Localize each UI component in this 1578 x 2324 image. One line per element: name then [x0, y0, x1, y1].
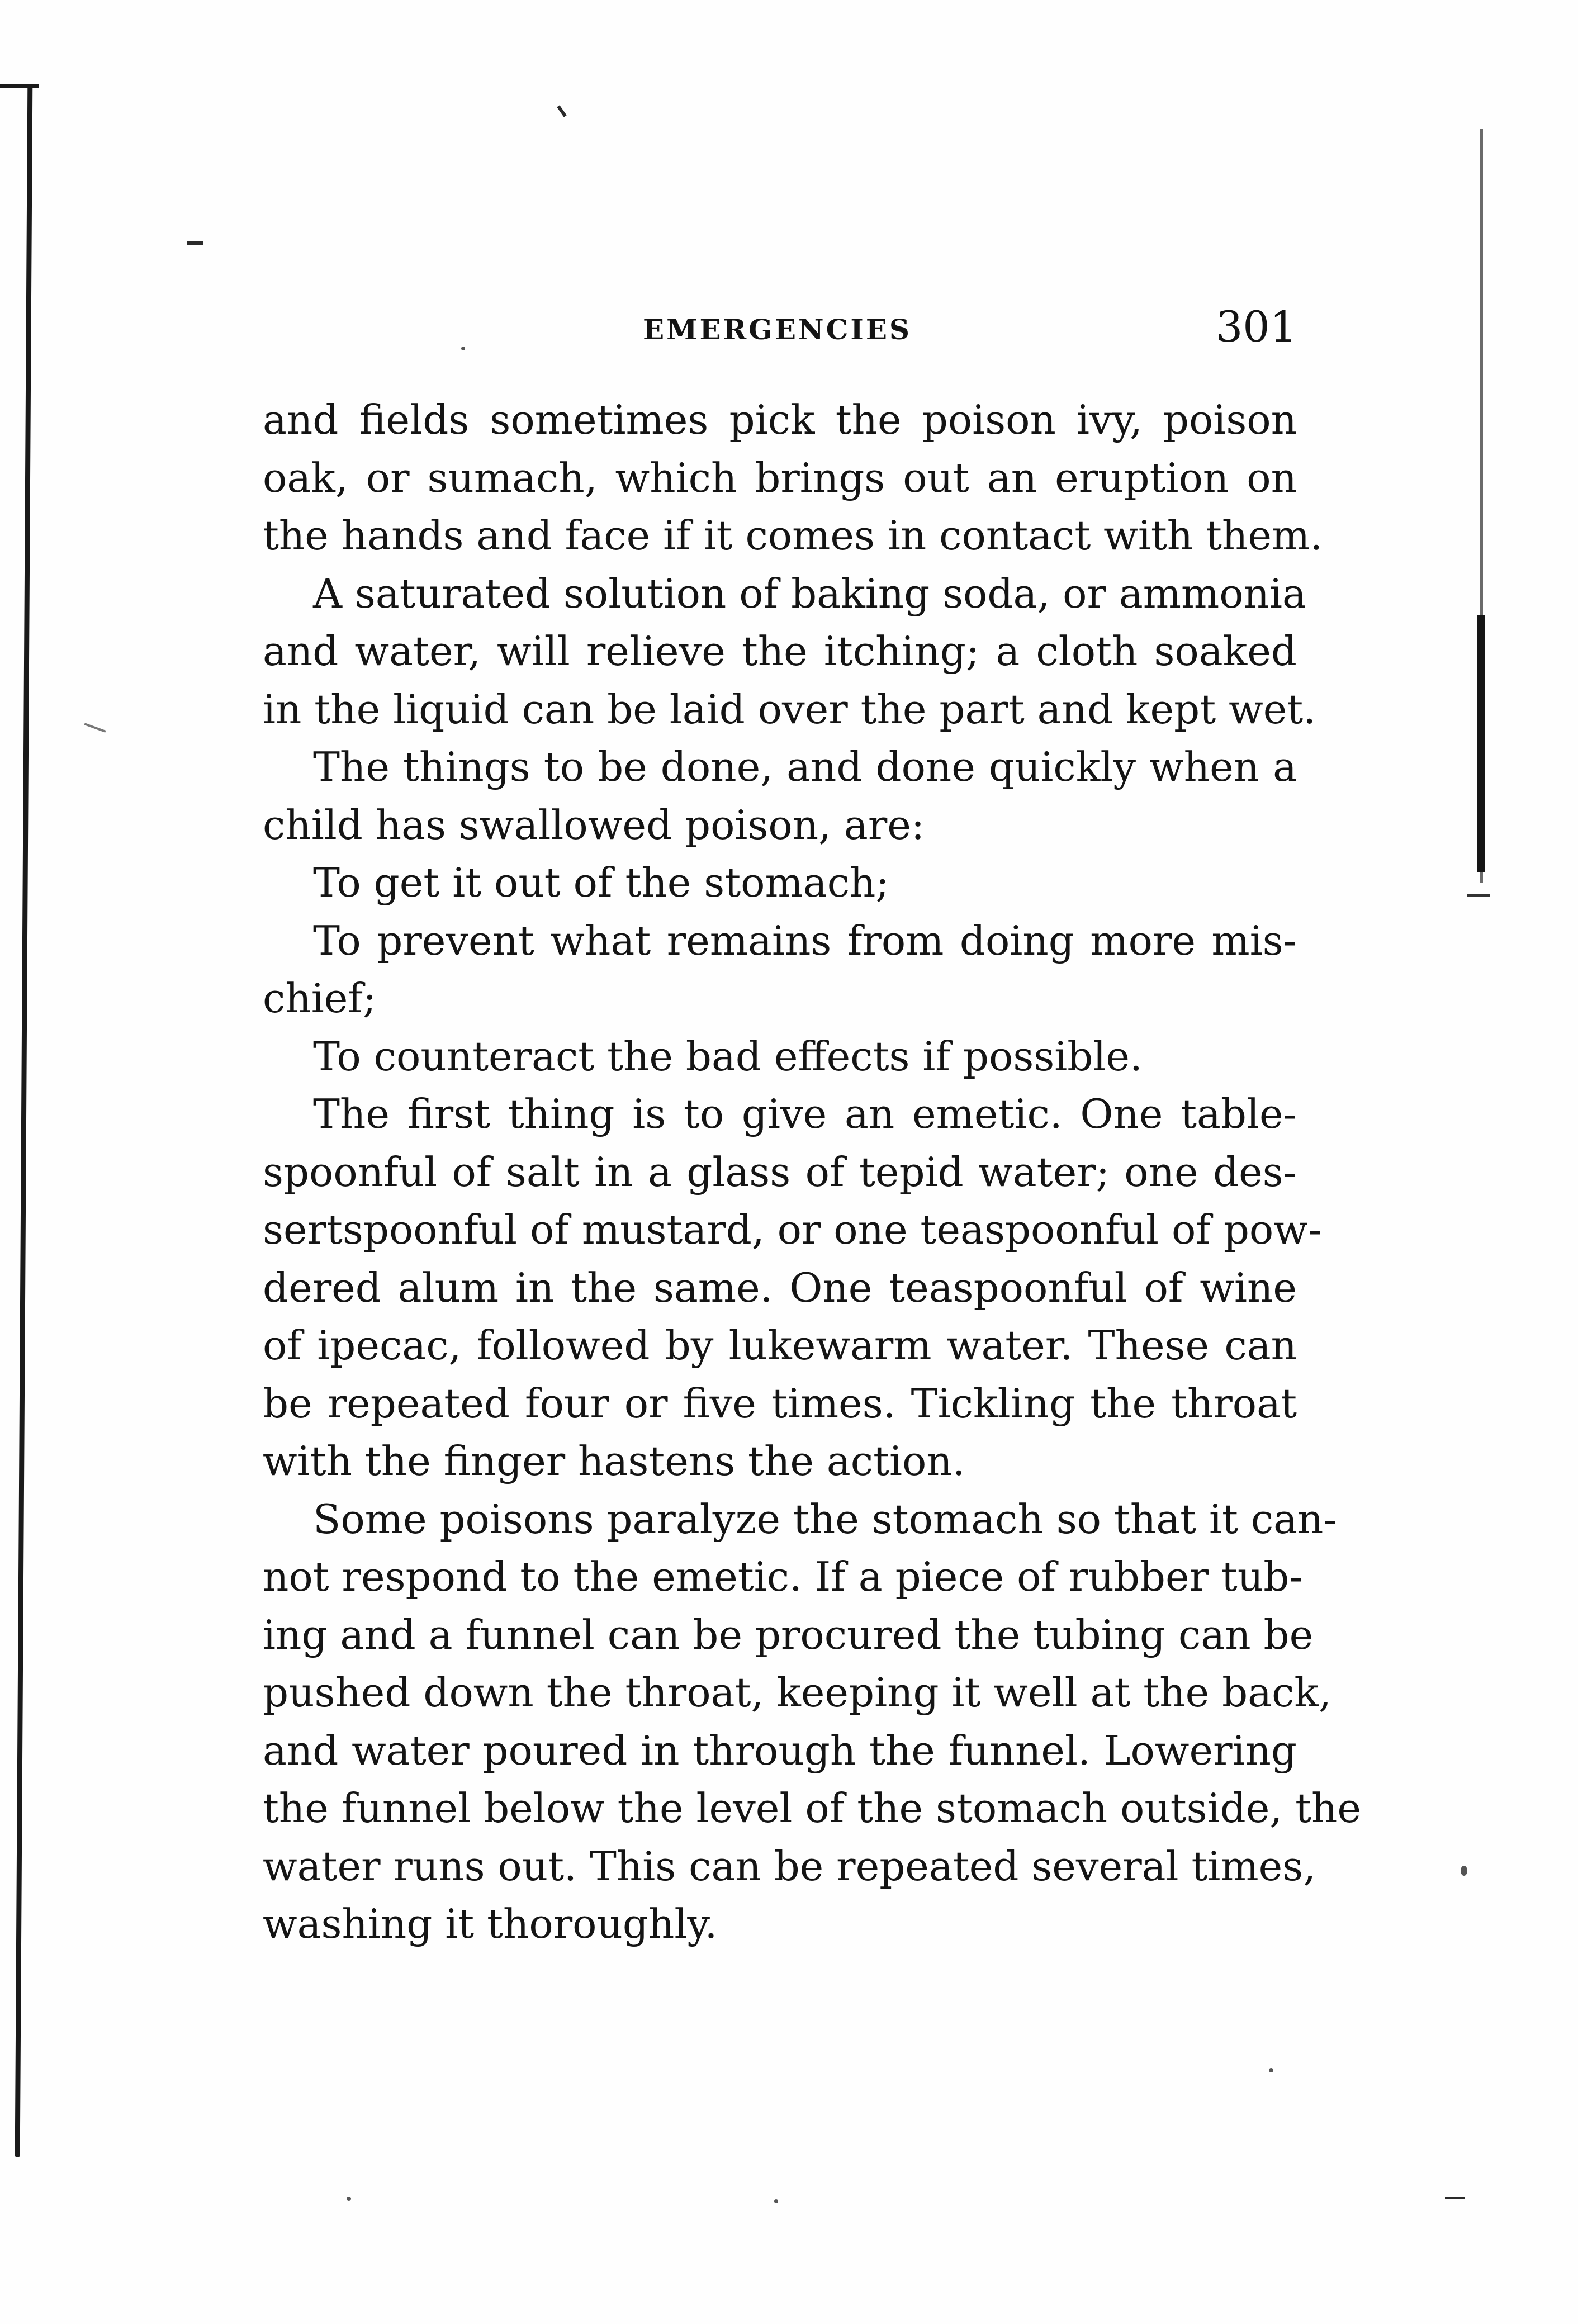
scan-edge-right-bold	[1477, 615, 1485, 872]
text-line: Some poisons paralyze the stomach so that it can-	[313, 1495, 1337, 1543]
text-line: spoonful of salt in a glass of tepid water; one des-	[263, 1148, 1297, 1196]
dust-speck	[347, 2197, 351, 2201]
text-line: and water, will relieve the itching; a cloth soaked	[263, 628, 1297, 675]
dust-speck	[1269, 2068, 1273, 2072]
text-line: in the liquid can be laid over the part and kept wet.	[263, 685, 1316, 733]
dust-speck	[1461, 1866, 1467, 1876]
text-line: child has swallowed poison, are:	[263, 801, 925, 848]
dust-mark	[187, 241, 203, 245]
text-line: pushed down the throat, keeping it well at the back,	[263, 1669, 1331, 1716]
text-line: of ipecac, followed by lukewarm water. These can	[263, 1322, 1297, 1369]
text-line: The things to be done, and done quickly when a	[313, 743, 1297, 790]
text-line: A saturated solution of baking soda, or ammonia	[313, 570, 1306, 617]
dust-speck	[774, 2199, 778, 2203]
text-line: and water poured in through the funnel. Lowering	[263, 1727, 1297, 1774]
text-line: dered alum in the same. One teaspoonful of wine	[263, 1264, 1297, 1311]
text-line: the funnel below the level of the stomach outside, the	[263, 1785, 1362, 1832]
text-line: To counteract the bad effects if possible.	[313, 1032, 1143, 1080]
text-line: To prevent what remains from doing more mis-	[313, 917, 1297, 964]
scan-edge-mark	[0, 84, 39, 88]
text-line: not respond to the emetic. If a piece of rubber tub-	[263, 1553, 1303, 1600]
text-line: oak, or sumach, which brings out an eruption on	[263, 454, 1297, 501]
text-line: The first thing is to give an emetic. One table-	[313, 1090, 1297, 1137]
running-head-title: EMERGENCIES	[643, 313, 912, 346]
dust-mark	[557, 105, 567, 117]
text-line: water runs out. This can be repeated several times,	[263, 1842, 1316, 1890]
text-line: washing it thoroughly.	[263, 1900, 718, 1947]
text-line: sertspoonful of mustard, or one teaspoonful of pow-	[263, 1206, 1322, 1253]
text-line: and fields sometimes pick the poison ivy, poison	[263, 396, 1297, 443]
text-line: To get it out of the stomach;	[313, 859, 889, 906]
text-line: chief;	[263, 975, 377, 1022]
text-line: ing and a funnel can be procured the tubing can be	[263, 1611, 1314, 1658]
body-text	[263, 391, 1362, 1953]
dust-mark	[84, 723, 106, 732]
text-line: be repeated four or five times. Tickling the throat	[263, 1379, 1297, 1427]
text-line: the hands and face if it comes in contact with them.	[263, 512, 1323, 559]
running-head	[263, 302, 1297, 352]
text-line: with the finger hastens the action.	[263, 1438, 965, 1484]
scan-edge-tick	[1467, 894, 1490, 897]
page-number: 301	[1215, 302, 1297, 352]
scan-edge-left	[15, 84, 33, 2157]
dust-mark	[1445, 2197, 1465, 2199]
